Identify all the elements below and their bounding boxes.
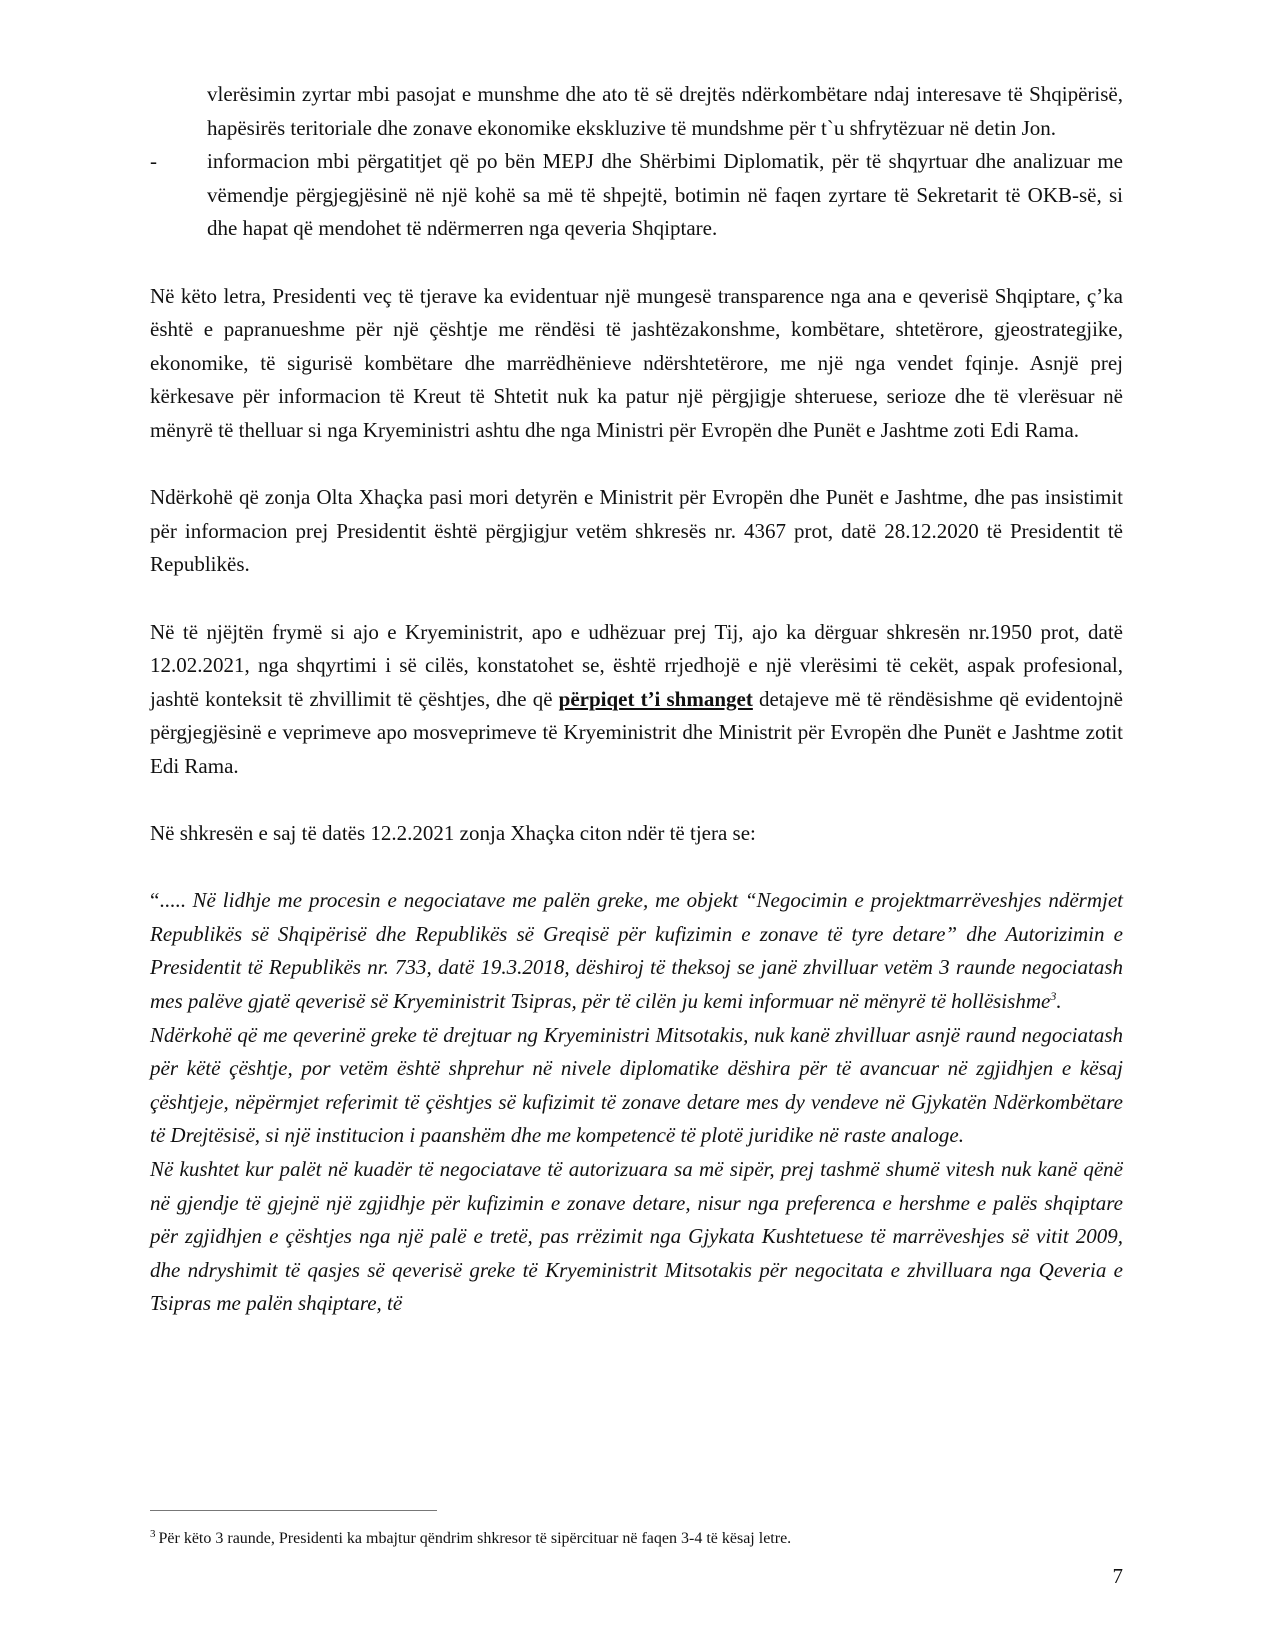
quote-paragraph: [150, 884, 1123, 1018]
emphasized-phrase: përpiqet t’i shmanget: [558, 686, 753, 711]
footnote-reference[interactable]: 3: [1050, 989, 1057, 1004]
quote-paragraph: [150, 1019, 1123, 1153]
paragraph-letter-1950: [150, 616, 1123, 784]
footnote-text: Për këto 3 raunde, Presidenti ka mbajtur qëndrim shkresor të sipërcituar në faqen 3-4 të kësaj letre.: [158, 1530, 792, 1547]
quote-paragraph: [150, 1153, 1123, 1321]
paragraph-transparency: Në këto letra, Presidenti veç të tjerave ka evidentuar një mungesë transparence nga ana e qeverisë Shqiptare, ç’ka është e papranueshme për një çështje me rëndësi të jashtëzakonshme, kombëtare, shtetërore, gjeostrategjike, ekonomike, të sigurisë kombëtare dhe marrëdhënieve ndërshtetërore, me një nga vendet fqinje. Asnjë prej kërkesave për informacion të Kreut të Shtetit nuk ka patur një përgjigje shteruese, serioze dhe të vlerësuar në mënyrë të thelluar si nga Kryeministri ashtu dhe nga Ministri për Evropën dhe Punët e Jashtme zoti Edi Rama.: [150, 283, 1123, 442]
quote-text: .: [1056, 989, 1062, 1014]
page-number: 7: [1112, 1564, 1123, 1588]
quote-text: Ndërkohë që me qeverinë greke të drejtuar ng Kryeministri Mitsotakis, nuk kanë zhvilluar asnjë raund negociatash për këtë çështje, por vetëm është shprehur në nivele diplomatike dëshira për të avancuar në zgjidhjen e kësaj çështjeje, nëpërmjet referimit të çështjes së kufizimit të zonave detare mes dy vendeve në Gjykatën Ndërkombëtare të Drejtësisë, si një institucion i paanshëm dhe me kompetencë të plotë juridike në raste analoge.: [150, 1022, 1123, 1148]
footnote-marker: 3: [150, 1527, 156, 1540]
document-page: [150, 78, 1123, 1321]
list-item-text: vlerësimin zyrtar mbi pasojat e munshme dhe ato të së drejtës ndërkombëtare ndaj interesave të Shqipërisë, hapësirës teritoriale dhe zonave ekonomike ekskluzive të mundshme për t`u shfrytëzuar në detin Jon.: [207, 82, 1123, 140]
block-quotation: [150, 884, 1123, 1321]
paragraph-xhacka-response: Ndërkohë që zonja Olta Xhaçka pasi mori detyrën e Ministrit për Evropën dhe Punët e Jashtme, dhe pas insistimit për informacion prej Presidentit është përgjigjur vetëm shkresës nr. 4367 prot, datë 28.12.2020 të Presidentit të Republikës.: [150, 485, 1123, 577]
footnote: [150, 1528, 1123, 1550]
quote-text: Në kushtet kur palët në kuadër të negociatave të autorizuara sa më sipër, prej tashmë shumë vitesh nuk kanë qënë në gjendje të gjejnë një zgjidhje për kufizimin e zonave detare, nisur nga preferenca e hershme e palës shqiptare për zgjidhjen e çështjes nga një palë e tretë, pas rrëzimit nga Gjykata Kushtetuese të marrëveshjes së vitit 2009, dhe ndryshimit të qasjes së qeverisë greke të Kryeministrit Mitsotakis për negocitata e zhvilluara nga Qeveria e Tsipras me palën shqiptare, të: [150, 1157, 1123, 1316]
quote-text: Në lidhje me procesin e negociatave me palën greke, me objekt “Negocimin e projektmarrëveshjes ndërmjet Republikës së Shqipërisë dhe Republikës së Greqisë për kufizimin e zonave të tyre detare” dhe Autorizimin e Presidentit të Republikës nr. 733, datë 19.3.2018, dëshiroj të theksoj se janë zhvilluar vetëm 3 raunde negociatash mes palëve gjatë qeverisë së Kryeministrit Tsipras, për të cilën ju kemi informuar në mënyrë të hollësishme: [150, 888, 1123, 1014]
list-item: [150, 145, 1123, 246]
paragraph-text: detajeve më të rëndësishme që evidentojnë përgjegjësinë e veprimeve apo mosveprimeve të Kryeministrit dhe Ministrit për Evropën dhe Punët e Jashtme zotit Edi Rama.: [150, 686, 1123, 778]
dash-bullet-icon: -: [150, 149, 157, 174]
paragraph-citation-intro: Në shkresën e saj të datës 12.2.2021 zonja Xhaçka citon ndër të tjera se:: [150, 821, 756, 846]
paragraph-text: Në të njëjtën frymë si ajo e Kryeministrit, apo e udhëzuar prej Tij, ajo ka dërguar shkresën nr.1950 prot, datë 12.02.2021, nga shqyrtimi i së cilës, konstatohet se, është rrjedhojë e një vlerësimi të cekët, aspak profesional, jashtë konteksit të zhvillimit të çështjes, dhe që: [150, 619, 1123, 711]
list-item: [150, 78, 1123, 145]
footnote-separator: [150, 1510, 437, 1511]
list-item-text: informacion mbi përgatitjet që po bën MEPJ dhe Shërbimi Diplomatik, për të shqyrtuar dhe analizuar me vëmendje përgjegjësinë në një kohë sa më të shpejtë, botimin në faqen zyrtare të Sekretarit të OKB-së, si dhe hapat që mendohet të ndërmerren nga qeveria Shqiptare.: [207, 149, 1123, 241]
quote-opening-mark: “.....: [150, 888, 186, 913]
request-list: [150, 78, 1123, 246]
